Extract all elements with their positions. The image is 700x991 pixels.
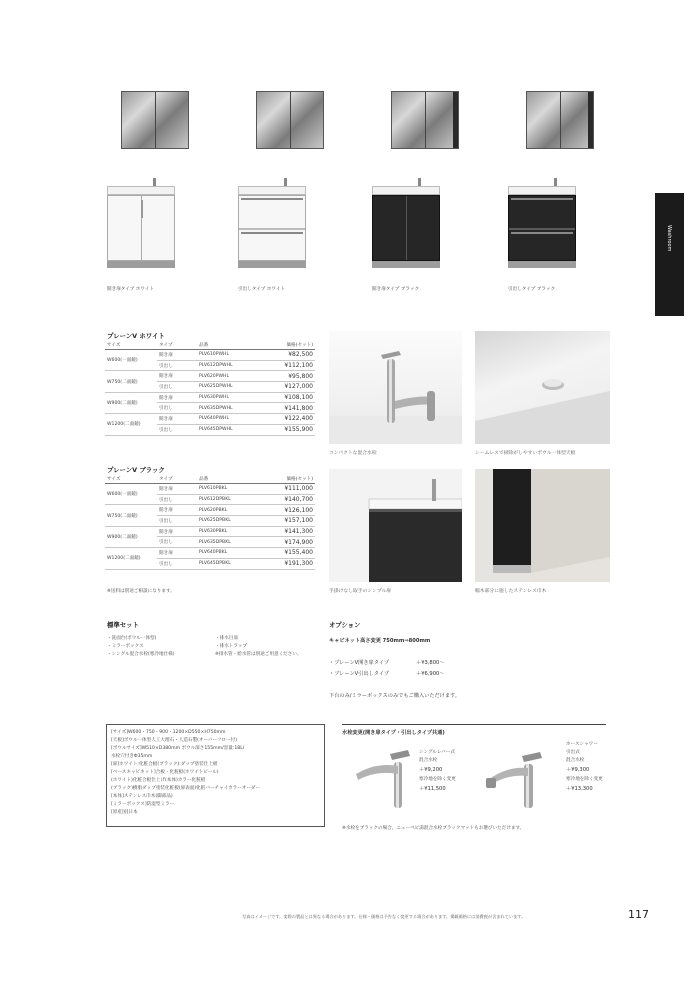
cell-type: 開き扉 xyxy=(157,350,197,361)
header-type: タイプ xyxy=(157,476,197,484)
cell-code: PLV620PWHL xyxy=(197,371,259,382)
black-table-title: プレーンV ブラック xyxy=(107,466,165,474)
header-code: 品番 xyxy=(197,342,259,350)
cell-price: ¥112,100 xyxy=(259,360,315,371)
side-tab xyxy=(655,193,684,316)
header-code: 品番 xyxy=(197,476,259,484)
faucet-change-note: ※水栓をブラックの場合、ニューペピ湯混合水栓ブラックマットもお選びいただけます。 xyxy=(342,826,525,831)
faucet-1-name1: シングルレバー式 xyxy=(419,750,455,755)
mirror-cabinet-3 xyxy=(391,91,459,149)
header-type: タイプ xyxy=(157,342,197,350)
cell-code: PLV635DPBKL xyxy=(197,537,259,548)
photo-bowl xyxy=(475,331,610,444)
cell-price: ¥174,900 xyxy=(259,537,315,548)
product-caption-4: 引出しタイプ ブラック xyxy=(508,287,556,292)
cell-type: 開き扉 xyxy=(157,371,197,382)
option-line-1-label: ・プレーンV開き扉タイプ xyxy=(329,660,390,666)
product-caption-2: 引出しタイプ ホワイト xyxy=(238,287,286,292)
black-table-note: ※送料は別途ご相談になります。 xyxy=(107,589,175,594)
mirror-cabinet-2 xyxy=(256,91,324,149)
standard-set-col1-0: ・洗面台(ボウル一体型) xyxy=(107,636,157,641)
cell-code: PLV625DPWHL xyxy=(197,382,259,393)
cell-code: PLV630PBKL xyxy=(197,526,259,537)
table-row xyxy=(105,548,315,559)
cell-code: PLV640PBKL xyxy=(197,548,259,559)
faucet-2-name3: 混合水栓 xyxy=(566,758,585,763)
cell-size: W900(二面鏡) xyxy=(105,526,157,547)
cell-price: ¥127,000 xyxy=(259,382,315,393)
cell-price: ¥95,800 xyxy=(259,371,315,382)
cell-price: ¥122,400 xyxy=(259,414,315,425)
cell-code: PLV612DPBKL xyxy=(197,494,259,505)
side-tab-label: Washroom xyxy=(666,225,672,252)
cell-type: 開き扉 xyxy=(157,526,197,537)
photo-caption-3: 手掛けなし取手のシンプル扉 xyxy=(329,589,392,594)
cell-type: 引出し xyxy=(157,558,197,569)
photo-caption-4: 幅木部分に施したステンレス巾木 xyxy=(475,589,547,594)
faucet-2-price2: ＋¥13,300 xyxy=(566,786,593,792)
faucet-photo-icon xyxy=(329,331,462,444)
cell-size: W1200(二面鏡) xyxy=(105,414,157,435)
mirror-cabinet-1 xyxy=(121,91,189,149)
cell-code: PLV645DPBKL xyxy=(197,558,259,569)
cell-price: ¥157,100 xyxy=(259,516,315,527)
spec-line-9: [ミラーボックス]防湿型ミラー xyxy=(111,802,175,807)
spec-line-4: [扉]ホワイト:化粧合板(ブラック):ダップ塗装仕上板 xyxy=(111,762,218,767)
standard-set-title: 標準セット xyxy=(107,621,139,629)
standard-set-col2-1: ・排水トラップ xyxy=(215,644,248,649)
header-price: 価格(セット) xyxy=(259,476,315,484)
table-row xyxy=(105,484,315,495)
photo-caption-1: コンパクトな混合水栓 xyxy=(329,451,377,456)
cell-type: 引出し xyxy=(157,424,197,435)
white-price-table xyxy=(105,342,315,436)
spec-line-7: (ブラック)樹脂ダップ塗装化粧板(扉表面)化粧バーチャイカラーオーダー xyxy=(111,786,261,791)
drain-photo-icon xyxy=(475,331,610,444)
cell-type: 引出し xyxy=(157,537,197,548)
option-subtitle: キャビネット高さ変更 750mm⇒800mm xyxy=(329,638,431,644)
header-size: サイズ xyxy=(105,342,157,350)
cell-price: ¥140,700 xyxy=(259,494,315,505)
spec-line-6: (ホワイト)化粧合板仕上げ(本体)カラー化粧板 xyxy=(111,778,206,783)
cell-type: 開き扉 xyxy=(157,484,197,495)
spec-line-10: [原産国]日本 xyxy=(111,810,138,815)
cell-price: ¥108,100 xyxy=(259,392,315,403)
cell-code: PLV620PBKL xyxy=(197,505,259,516)
hose-shower-faucet-icon xyxy=(484,748,546,812)
photo-door xyxy=(329,469,462,582)
faucet-1-label2: 寒冷地を除く変更 xyxy=(419,777,456,782)
standard-set-col2-2: ※排水管・給水管は別途ご用意ください。 xyxy=(215,652,302,657)
product-caption-3: 開き扉タイプ ブラック xyxy=(372,287,420,292)
cell-type: 開き扉 xyxy=(157,392,197,403)
cell-size: W750(二面鏡) xyxy=(105,505,157,526)
cell-size: W600(一面鏡) xyxy=(105,484,157,505)
footer-note: 写真はイメージです。実際の製品とは異なる場合があります。仕様・価格は予告なく変更する場合があります。掲載価格には消費税が含まれています。 xyxy=(242,914,526,919)
photo-baseboard xyxy=(475,469,610,582)
option-line-2-label: ・プレーンV引出しタイプ xyxy=(329,671,390,677)
cell-price: ¥126,100 xyxy=(259,505,315,516)
spec-line-5: [ベースキャビネット]合板・化粧板(ホワイトピール) xyxy=(111,770,219,775)
cell-size: W600(一面鏡) xyxy=(105,350,157,371)
photo-faucet xyxy=(329,331,462,444)
standard-set-col1-2: ・シングル混合水栓(寒冷地仕様) xyxy=(107,652,175,657)
faucet-1-price2: ＋¥11,500 xyxy=(419,786,446,792)
photo-caption-2: シームレスで掃除がしやすいボウル一体型天板 xyxy=(475,451,576,456)
cell-code: PLV640PWHL xyxy=(197,414,259,425)
cell-size: W750(二面鏡) xyxy=(105,371,157,392)
faucet-single-lever xyxy=(350,748,412,812)
cell-code: PLV625DPBKL xyxy=(197,516,259,527)
cell-type: 引出し xyxy=(157,494,197,505)
faucet-divider xyxy=(342,724,606,725)
cell-size: W900(二面鏡) xyxy=(105,392,157,413)
single-lever-faucet-icon xyxy=(350,748,412,812)
table-row xyxy=(105,371,315,382)
option-note: 下台のみ/ミラーボックスのみでもご購入いただけます。 xyxy=(329,693,460,699)
faucet-hose-shower xyxy=(484,748,546,812)
vanity-drawer-black xyxy=(508,186,576,268)
spec-line-1: [天板]ボウル一体型人工大理石・人造石製(オーバーフロー付) xyxy=(111,738,238,743)
cell-type: 引出し xyxy=(157,516,197,527)
spec-line-2: [ボウルサイズ]W510×D380mm ボウル深さ155mm/容量:18L/ xyxy=(111,746,245,751)
cell-code: PLV645DPWHL xyxy=(197,424,259,435)
cell-code: PLV610PBKL xyxy=(197,484,259,495)
cabinet-photo-icon xyxy=(329,469,462,582)
white-table-title: プレーンV ホワイト xyxy=(107,332,165,340)
cell-price: ¥111,000 xyxy=(259,484,315,495)
cell-price: ¥141,800 xyxy=(259,403,315,414)
cell-price: ¥82,500 xyxy=(259,350,315,361)
cell-price: ¥155,400 xyxy=(259,548,315,559)
cell-code: PLV610PWHL xyxy=(197,350,259,361)
spec-line-0: [サイズ]W600・750・900・1200×D550×H750mm xyxy=(111,730,226,735)
spec-line-8: [本体]ステンレス巾木(脚部品) xyxy=(111,794,173,799)
faucet-2-label2: 寒冷地を除く変更 xyxy=(566,777,603,782)
cell-type: 開き扉 xyxy=(157,414,197,425)
faucet-2-name2: 引出式 xyxy=(566,750,580,755)
cell-type: 開き扉 xyxy=(157,548,197,559)
faucet-1-name2: 混合水栓 xyxy=(419,758,438,763)
cell-code: PLV630PWHL xyxy=(197,392,259,403)
cell-type: 引出し xyxy=(157,403,197,414)
black-price-table xyxy=(105,476,315,570)
cell-type: 開き扉 xyxy=(157,505,197,516)
faucet-change-title: 水栓変更(開き扉タイプ・引出しタイプ共通) xyxy=(342,730,445,736)
cell-code: PLV635DPWHL xyxy=(197,403,259,414)
vanity-door-black xyxy=(372,186,440,268)
standard-set-col2-0: ・排水目皿 xyxy=(215,636,238,641)
table-row xyxy=(105,505,315,516)
table-row xyxy=(105,526,315,537)
vanity-door-white xyxy=(107,186,175,268)
faucet-2-name1: ホースシャワー xyxy=(566,742,598,747)
table-row xyxy=(105,392,315,403)
spec-line-3: 水栓穴付きΦ35mm xyxy=(111,754,153,759)
mirror-cabinet-4 xyxy=(526,91,594,149)
baseboard-photo-icon xyxy=(475,469,610,582)
option-line-1-price: ＋¥3,800〜 xyxy=(416,660,445,666)
cell-type: 引出し xyxy=(157,382,197,393)
product-caption-1: 開き扉タイプ ホワイト xyxy=(107,287,155,292)
header-size: サイズ xyxy=(105,476,157,484)
table-row xyxy=(105,350,315,361)
standard-set-col1-1: ・ミラーボックス xyxy=(107,644,144,649)
cell-price: ¥191,300 xyxy=(259,558,315,569)
header-price: 価格(セット) xyxy=(259,342,315,350)
cell-type: 引出し xyxy=(157,360,197,371)
cell-size: W1200(二面鏡) xyxy=(105,548,157,569)
option-line-2-price: ＋¥6,900〜 xyxy=(416,671,445,677)
faucet-1-price: ＋¥9,200 xyxy=(419,767,443,773)
cell-code: PLV612DPWHL xyxy=(197,360,259,371)
cell-price: ¥141,300 xyxy=(259,526,315,537)
option-title: オプション xyxy=(329,621,361,629)
table-row xyxy=(105,414,315,425)
page-number: 117 xyxy=(628,908,649,921)
vanity-drawer-white xyxy=(238,186,306,268)
cell-price: ¥155,900 xyxy=(259,424,315,435)
faucet-2-price: ＋¥9,300 xyxy=(566,767,590,773)
